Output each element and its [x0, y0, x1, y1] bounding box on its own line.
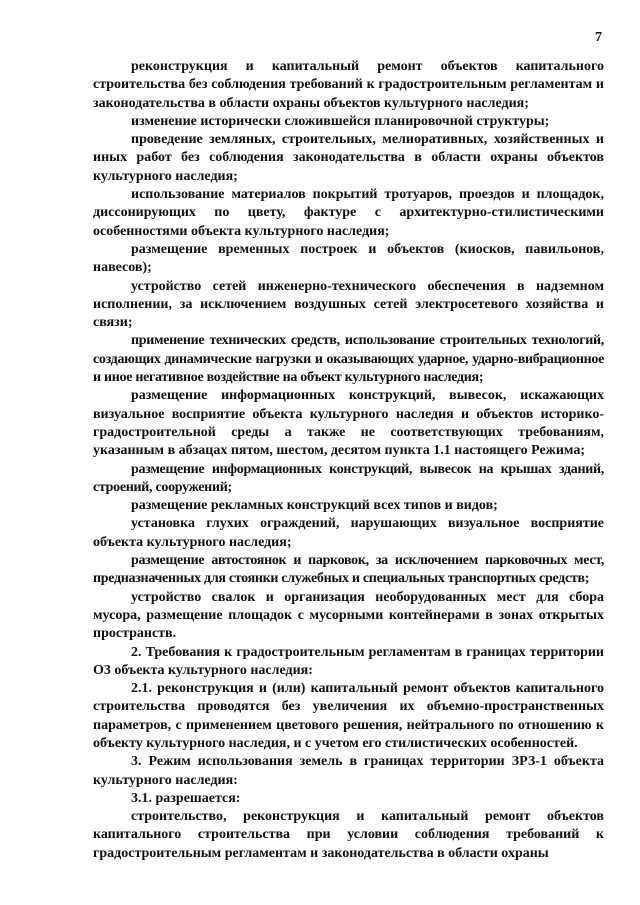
paragraph: устройство свалок и организация необорудованных мест для сбора мусора, размещение площадок с мусорными контейнерами в зонах открытых пространств.	[93, 589, 604, 642]
paragraph: проведение земляных, строительных, мелиоративных, хозяйственных и иных работ без соблюдения законодательства в области охраны объектов культурного наследия;	[93, 132, 604, 184]
paragraph: 3.1. разрешается:	[131, 790, 241, 806]
paragraph: строительство, реконструкция и капитальный ремонт объектов капитального строительства при условии соблюдения требований к градостроительным регламентам и законодательства в области охраны	[93, 809, 604, 861]
paragraph: размещение рекламных конструкций всех типов и видов;	[131, 498, 498, 514]
paragraph: размещение автостоянок и парковок, за исключением парковочных мест, предназначенных для стоянки служебных и специальных транспортных средств;	[93, 553, 604, 587]
paragraph: размещение временных построек и объектов (киосков, павильонов, навесов);	[93, 241, 604, 276]
paragraph: 2. Требования к градостроительным регламентам в границах территории О3 объекта культурного наследия:	[93, 644, 604, 678]
page-number: 7	[595, 30, 602, 45]
document-body	[93, 58, 604, 863]
paragraph: 3. Режим использования земель в границах территории ЗРЗ-1 объекта культурного наследия:	[93, 754, 604, 788]
paragraph: реконструкция и капитальный ремонт объектов капитального строительства без соблюдения требований к градостроительным регламентам и законодательства в области охраны объектов культурного наследия;	[93, 59, 604, 111]
paragraph: изменение исторически сложившейся планировочной структуры;	[131, 113, 550, 129]
paragraph: установка глухих ограждений, нарушающих визуальное восприятие объекта культурного наследия;	[93, 516, 604, 550]
paragraph: использование материалов покрытий тротуаров, проездов и площадок, диссонирующих по цвету, фактуре с архитектурно-стилистическими особенностями объекта культурного наследия;	[93, 187, 604, 239]
paragraph: устройство сетей инженерно-технического обеспечения в надземном исполнении, за исключением воздушных сетей электросетевого хозяйства и связи;	[93, 278, 604, 331]
paragraph: размещение информационных конструкций, вывесок на крышах зданий, строений, сооружений;	[93, 461, 604, 495]
paragraph: размещение информационных конструкций, вывесок, искажающих визуальное восприятие объекта культурного наследия и объектов историко-градостроительной среды а также не соответствующих требованиям, указанным в абзацах пятом, шестом, десятом пункта 1.1 настоящего Режима;	[93, 388, 604, 459]
paragraph: 2.1. реконструкция и (или) капитальный ремонт объектов капитального строительства проводятся без увеличения их объемно-пространственных параметров, с применением цветового решения, нейтрального по отношению к объекту культурного наследия, и с учетом его стилистических особенностей.	[93, 681, 604, 751]
paragraph: применение технических средств, использование строительных технологий, создающих динамические нагрузки и оказывающих ударное, ударно-вибрационное и иное негативное воздействие на объект культурного наследия;	[93, 333, 604, 386]
